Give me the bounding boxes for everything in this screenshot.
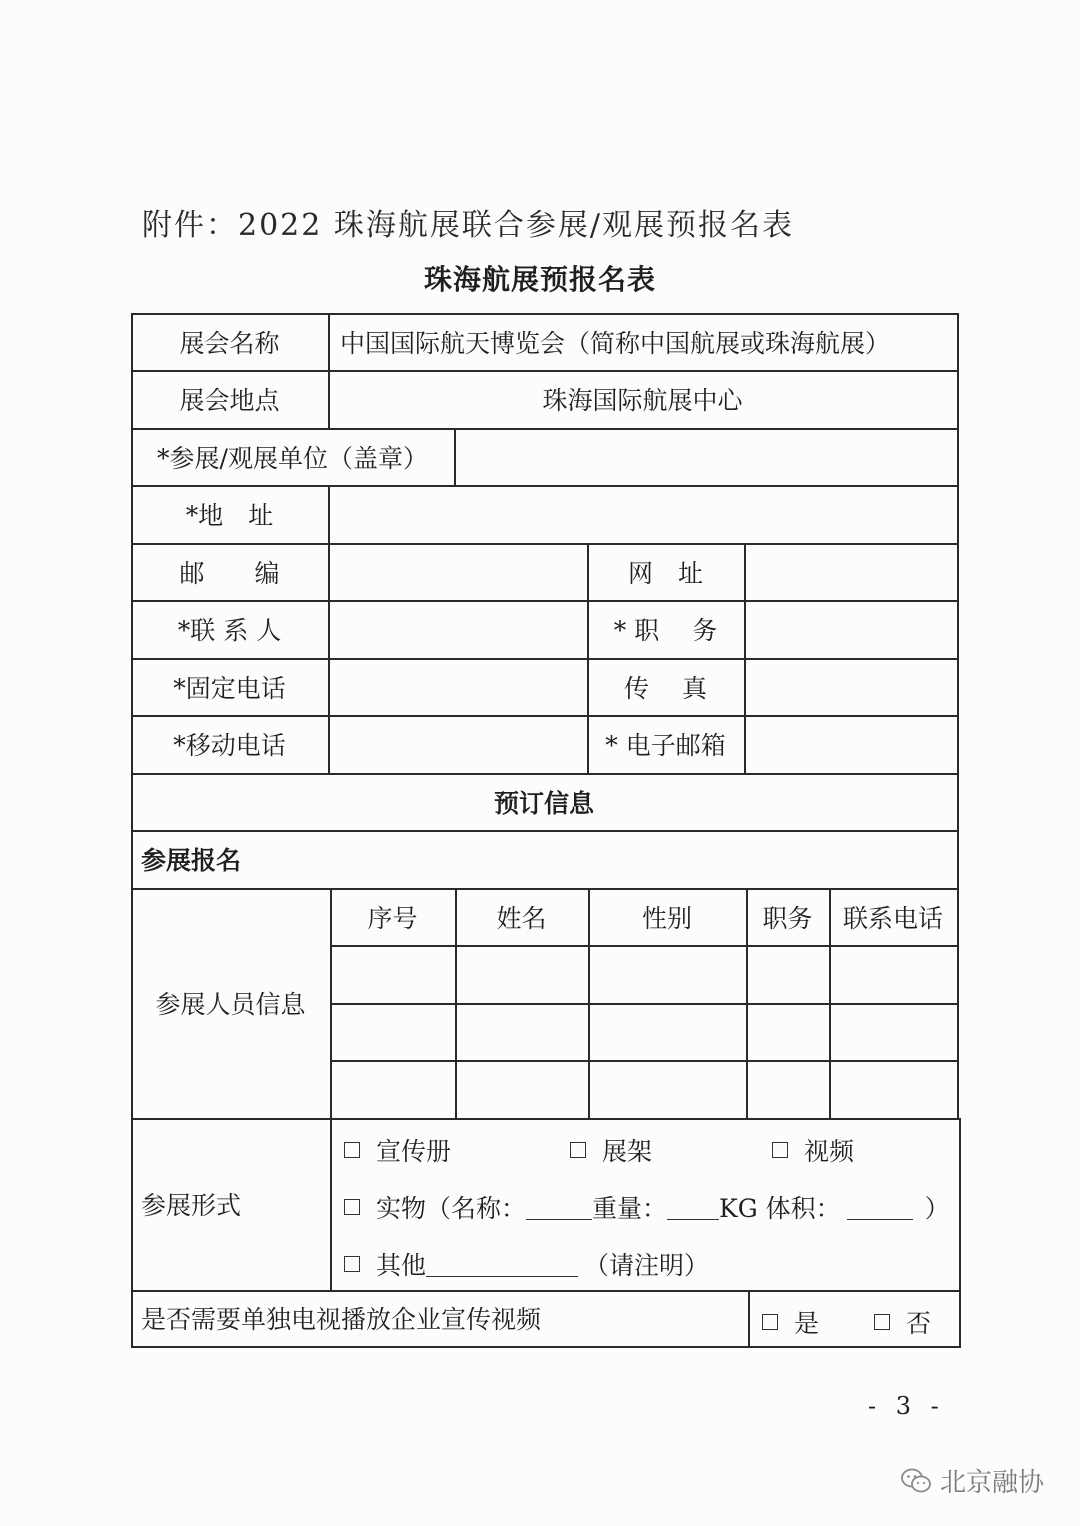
physical-name-blank[interactable] (526, 1195, 592, 1220)
option-other[interactable]: 其他 （请注明） (344, 1246, 709, 1282)
position-label: * 职 务 (613, 616, 718, 645)
mobile-label: *移动电话 (173, 731, 286, 760)
postcode-label: 邮 编 (179, 558, 280, 588)
staff-table-row[interactable] (332, 1005, 957, 1060)
address-label: *地 址 (185, 501, 274, 530)
column-header-position: 职务 (762, 903, 813, 933)
other-specify-blank[interactable] (426, 1252, 578, 1277)
column-header-index: 序号 (367, 903, 418, 933)
registration-section-heading: 参展报名 (141, 846, 242, 875)
website-field[interactable] (746, 545, 957, 600)
column-header-name: 姓名 (496, 903, 547, 933)
landline-field[interactable] (330, 660, 587, 715)
staff-info-label: 参展人员信息 (155, 990, 306, 1019)
unit-label: *参展/观展单位（盖章） (157, 443, 428, 473)
exhibition-venue-label: 展会地点 (179, 386, 280, 415)
position-field[interactable] (746, 602, 957, 658)
fax-label: 传 真 (624, 673, 707, 703)
email-field[interactable] (746, 717, 957, 773)
exhibition-name-label: 展会名称 (179, 328, 280, 358)
column-header-gender: 性别 (641, 903, 692, 933)
contact-field[interactable] (330, 602, 587, 658)
website-label: 网 址 (627, 558, 703, 588)
unit-field[interactable] (456, 430, 957, 485)
no-checkbox[interactable] (874, 1314, 890, 1330)
landline-label: *固定电话 (173, 673, 286, 703)
format-label: 参展形式 (141, 1191, 242, 1220)
option-rack[interactable]: 展架 (570, 1132, 652, 1168)
option-no[interactable]: 否 (874, 1304, 931, 1340)
brochure-checkbox[interactable] (344, 1142, 360, 1158)
video-checkbox[interactable] (772, 1142, 788, 1158)
physical-checkbox[interactable] (344, 1199, 360, 1215)
watermark-text: 北京融协 (940, 1468, 1045, 1498)
postcode-field[interactable] (330, 545, 587, 600)
wechat-icon (900, 1467, 932, 1495)
fax-field[interactable] (746, 660, 957, 715)
page-number: - 3 - (868, 1392, 945, 1420)
option-physical[interactable]: 实物（名称： 重量： KG 体积： ） (344, 1189, 950, 1225)
exhibition-venue-value: 珠海国际航展中心 (542, 386, 743, 415)
staff-table-row[interactable] (332, 947, 957, 1003)
option-yes[interactable]: 是 (762, 1304, 819, 1340)
address-field[interactable] (330, 487, 957, 543)
option-video[interactable]: 视频 (772, 1132, 854, 1168)
tv-question: 是否需要单独电视播放企业宣传视频 (141, 1305, 542, 1334)
column-header-phone: 联系电话 (842, 903, 943, 933)
watermark (900, 1462, 1044, 1499)
yes-checkbox[interactable] (762, 1314, 778, 1330)
other-checkbox[interactable] (344, 1256, 360, 1272)
option-brochure[interactable]: 宣传册 (344, 1132, 451, 1168)
contact-label: *联 系 人 (177, 616, 282, 645)
exhibition-name-value: 中国国际航天博览会（简称中国航展或珠海航展） (340, 328, 891, 358)
physical-volume-blank[interactable] (847, 1195, 913, 1220)
email-label: * 电子邮箱 (605, 731, 726, 760)
rack-checkbox[interactable] (570, 1142, 586, 1158)
staff-table-row[interactable] (332, 1062, 957, 1118)
booking-section-heading: 预订信息 (493, 788, 594, 818)
physical-weight-blank[interactable] (667, 1195, 719, 1220)
attachment-line: 附件：2022 珠海航展联合参展/观展预报名表 (142, 208, 794, 243)
mobile-field[interactable] (330, 717, 587, 773)
form-title: 珠海航展预报名表 (423, 263, 656, 296)
